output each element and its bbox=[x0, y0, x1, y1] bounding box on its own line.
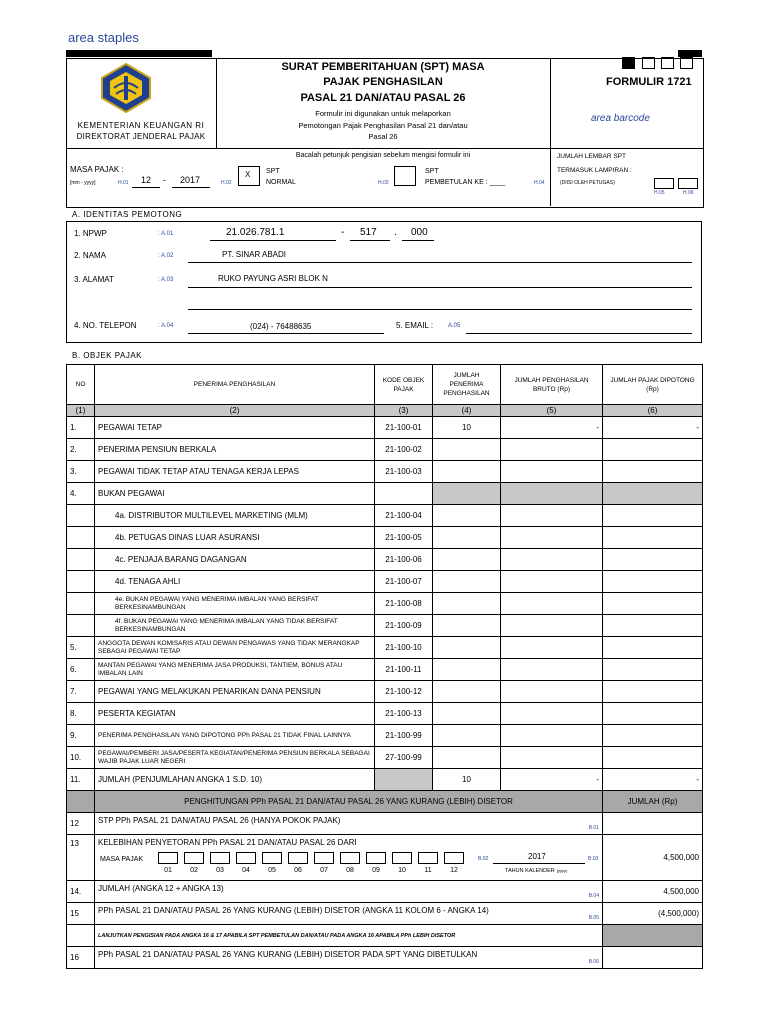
row-pajak-field[interactable] bbox=[603, 439, 703, 461]
row-description-text: PEGAWAI TETAP bbox=[98, 423, 163, 432]
perhitungan-blank bbox=[67, 791, 95, 813]
row-bruto-field[interactable] bbox=[501, 439, 603, 461]
table-row bbox=[67, 571, 703, 593]
area-staples-label: area staples bbox=[68, 30, 139, 45]
row-bruto-field[interactable]: - bbox=[501, 417, 603, 439]
row-description bbox=[95, 417, 375, 439]
telepon-ref: : A.04 bbox=[158, 323, 174, 329]
ref-h03: H.03 bbox=[378, 180, 389, 186]
row-code: 21-100-01 bbox=[375, 417, 433, 439]
row-13-value-field[interactable]: 4,500,000 bbox=[603, 835, 703, 881]
row-code: 21-100-06 bbox=[375, 549, 433, 571]
row-bruto-field[interactable] bbox=[501, 615, 603, 637]
npwp-part1-field[interactable]: 21.026.781.1 bbox=[226, 227, 285, 238]
row-code bbox=[375, 483, 433, 505]
table-row bbox=[67, 439, 703, 461]
form-title-line1: SURAT PEMBERITAHUAN (SPT) MASA bbox=[281, 61, 485, 73]
row-pajak-field[interactable] bbox=[603, 703, 703, 725]
row-15-value-field[interactable]: (4,500,000) bbox=[603, 903, 703, 925]
row-description bbox=[95, 571, 375, 593]
row-description-text: 4b. PETUGAS DINAS LUAR ASURANSI bbox=[115, 533, 260, 542]
row-pajak-field[interactable]: - bbox=[603, 769, 703, 791]
row-description bbox=[95, 505, 375, 527]
row-pajak-field[interactable] bbox=[603, 637, 703, 659]
row-number bbox=[67, 527, 95, 549]
month-label: 11 bbox=[424, 867, 432, 874]
row-code: 21-100-12 bbox=[375, 681, 433, 703]
jumlah-rp-header: JUMLAH (Rp) bbox=[603, 791, 703, 813]
month-checkbox-05[interactable] bbox=[262, 852, 282, 864]
row-number: 7. bbox=[67, 681, 95, 703]
row-bruto-field[interactable] bbox=[501, 725, 603, 747]
row-description bbox=[95, 681, 375, 703]
row-number: 2. bbox=[67, 439, 95, 461]
row-description-text: PPh PASAL 21 DAN/ATAU PASAL 26 YANG KURANG (LEBIH) DISETOR (ANGKA 11 KOLOM 6 - ANGKA 14) bbox=[98, 906, 489, 915]
form-subtitle-line3: Pasal 26 bbox=[368, 132, 398, 141]
lembar-box-2[interactable] bbox=[678, 178, 698, 189]
row-code: 21-100-10 bbox=[375, 637, 433, 659]
row-description-text: PEGAWAI/PEMBERI JASA/PESERTA KEGIATAN/PENERIMA PENSIUN BERKALA SEBAGAI WAJIB PAJAK LUAR NEGERI bbox=[98, 749, 370, 765]
row-code: 27-100-99 bbox=[375, 747, 433, 769]
ref-code: B.02 bbox=[478, 856, 489, 862]
row-code: 21-100-09 bbox=[375, 615, 433, 637]
tahun-kalender-label: TAHUN KALENDER bbox=[505, 868, 555, 874]
row-bruto-field[interactable]: - bbox=[501, 769, 603, 791]
column-header: KODE OBJEK PAJAK bbox=[375, 365, 433, 405]
row-14-value-field[interactable]: 4,500,000 bbox=[603, 881, 703, 903]
row-code: 21-100-05 bbox=[375, 527, 433, 549]
spt-normal-mark: X bbox=[245, 170, 251, 179]
month-checkbox-01[interactable] bbox=[158, 852, 178, 864]
table-row bbox=[67, 527, 703, 549]
table-row bbox=[67, 505, 703, 527]
month-label: 05 bbox=[268, 867, 276, 874]
column-number: (6) bbox=[603, 405, 703, 417]
telepon-label: 4. NO. TELEPON bbox=[74, 321, 137, 330]
row-bruto-field[interactable] bbox=[501, 593, 603, 615]
npwp-part2-field[interactable]: 517 bbox=[360, 227, 377, 238]
row-12 bbox=[67, 813, 703, 835]
month-label: 10 bbox=[398, 867, 406, 874]
column-header: JUMLAH PAJAK DIPOTONG (Rp) bbox=[603, 365, 703, 405]
row-number bbox=[67, 505, 95, 527]
row-description-text: PESERTA KEGIATAN bbox=[98, 709, 176, 718]
directorate-name: DIREKTORAT JENDERAL PAJAK bbox=[76, 132, 206, 141]
month-label: 01 bbox=[164, 867, 172, 874]
alamat-label: 3. ALAMAT bbox=[74, 275, 114, 284]
row-description-text: STP PPh PASAL 21 DAN/ATAU PASAL 26 (HANYA POKOK PAJAK) bbox=[98, 816, 341, 825]
row-pajak-field[interactable] bbox=[603, 505, 703, 527]
spt-label-2: SPT bbox=[425, 168, 439, 175]
npwp-dot: . bbox=[394, 227, 397, 238]
termasuk-lampiran-label: TERMASUK LAMPIRAN : bbox=[557, 167, 632, 174]
spt-pembetulan-checkbox[interactable] bbox=[394, 166, 416, 186]
row-bruto-field[interactable] bbox=[501, 483, 603, 505]
row-number bbox=[67, 615, 95, 637]
tahun-format-label: (yyyy) bbox=[556, 868, 568, 873]
nama-ref: : A.02 bbox=[158, 253, 174, 259]
instruction-text: Bacalah petunjuk pengisian sebelum mengisi formulir ini bbox=[295, 152, 471, 159]
row-number: 8. bbox=[67, 703, 95, 725]
row-number bbox=[67, 593, 95, 615]
month-label: 08 bbox=[346, 867, 354, 874]
month-label: 12 bbox=[450, 867, 458, 874]
row-15-description bbox=[95, 903, 603, 925]
perhitungan-header-row bbox=[67, 791, 703, 813]
row-number: 10. bbox=[67, 747, 95, 769]
row-number bbox=[67, 549, 95, 571]
row-pajak-field[interactable] bbox=[603, 681, 703, 703]
column-number: (5) bbox=[501, 405, 603, 417]
row-16 bbox=[67, 947, 703, 969]
column-header: PENERIMA PENGHASILAN bbox=[95, 365, 375, 405]
month-checkbox-07[interactable] bbox=[314, 852, 334, 864]
row-code: 21-100-08 bbox=[375, 593, 433, 615]
row-bruto-field[interactable] bbox=[501, 527, 603, 549]
row-description bbox=[95, 703, 375, 725]
row-count-field[interactable] bbox=[433, 461, 501, 483]
row-14-description bbox=[95, 881, 603, 903]
npwp-part3-field[interactable]: 000 bbox=[411, 227, 428, 238]
masa-format: [mm - yyyy] bbox=[70, 180, 96, 186]
row-description-text: 4e. BUKAN PEGAWAI YANG MENERIMA IMBALAN YANG BERSIFAT BERKESINAMBUNGAN bbox=[115, 595, 319, 611]
row-pajak-field[interactable] bbox=[603, 615, 703, 637]
lembar-box-1[interactable] bbox=[654, 178, 674, 189]
row-14 bbox=[67, 881, 703, 903]
row-count-field[interactable] bbox=[433, 549, 501, 571]
section-b-title: B. OBJEK PAJAK bbox=[72, 351, 142, 360]
row-count-field[interactable] bbox=[433, 527, 501, 549]
row-number bbox=[67, 571, 95, 593]
form-number: FORMULIR 1721 bbox=[606, 76, 692, 88]
column-header: JUMLAH PENGHASILAN BRUTO (Rp) bbox=[501, 365, 603, 405]
month-checkbox-09[interactable] bbox=[366, 852, 386, 864]
row-number: 6. bbox=[67, 659, 95, 681]
npwp-ref: : A.01 bbox=[158, 231, 174, 237]
row-12-value-field[interactable] bbox=[603, 813, 703, 835]
table-row bbox=[67, 615, 703, 637]
row-number: 15 bbox=[67, 903, 95, 925]
row-description-text: 4a. DISTRIBUTOR MULTILEVEL MARKETING (MLM) bbox=[115, 511, 308, 520]
ref-code: B.01 bbox=[588, 825, 599, 831]
column-header: JUMLAH PENERIMA PENGHASILAN bbox=[433, 365, 501, 405]
row-description-text: PENERIMA PENSIUN BERKALA bbox=[98, 445, 217, 454]
row-description bbox=[95, 593, 375, 615]
row-pajak-field[interactable] bbox=[603, 483, 703, 505]
table-row bbox=[67, 483, 703, 505]
row-number: 4. bbox=[67, 483, 95, 505]
row-description-text: PPh PASAL 21 DAN/ATAU PASAL 26 YANG KURANG (LEBIH) DISETOR PADA SPT YANG DIBETULKAN bbox=[98, 950, 478, 959]
note-row bbox=[67, 925, 703, 947]
spt-label: SPT bbox=[266, 168, 280, 175]
row-description bbox=[95, 439, 375, 461]
row-bruto-field[interactable] bbox=[501, 637, 603, 659]
row-count-field[interactable] bbox=[433, 439, 501, 461]
row-count-field[interactable] bbox=[433, 637, 501, 659]
row-description bbox=[95, 659, 375, 681]
row-description bbox=[95, 483, 375, 505]
table-header-row bbox=[67, 365, 703, 405]
row-count-field[interactable] bbox=[433, 483, 501, 505]
row-16-description bbox=[95, 947, 603, 969]
masa-dash: - bbox=[163, 175, 166, 185]
row-count-field[interactable]: 10 bbox=[433, 769, 501, 791]
row-count-field[interactable] bbox=[433, 703, 501, 725]
note-blank bbox=[67, 925, 95, 947]
table-row bbox=[67, 703, 703, 725]
masa-year-field[interactable]: 2017 bbox=[180, 175, 201, 185]
table-row bbox=[67, 593, 703, 615]
row-count-field[interactable]: 10 bbox=[433, 417, 501, 439]
corner-bar-right bbox=[678, 50, 702, 57]
row-pajak-field[interactable] bbox=[603, 747, 703, 769]
row-count-field[interactable] bbox=[433, 615, 501, 637]
corner-bar-left bbox=[66, 50, 212, 57]
row-count-field[interactable] bbox=[433, 571, 501, 593]
row-number: 16 bbox=[67, 947, 95, 969]
month-label: 03 bbox=[216, 867, 224, 874]
ref-code: B.05 bbox=[588, 915, 599, 921]
table-row bbox=[67, 549, 703, 571]
row-description bbox=[95, 725, 375, 747]
row-13-text: KELEBIHAN PENYETORAN PPh PASAL 21 DAN/ATAU PASAL 26 DARI bbox=[98, 838, 357, 847]
nama-field[interactable]: PT. SINAR ABADI bbox=[222, 250, 287, 259]
row-bruto-field[interactable] bbox=[501, 659, 603, 681]
row-code: 21-100-02 bbox=[375, 439, 433, 461]
email-ref: A.05 bbox=[448, 323, 461, 329]
row-13-description bbox=[95, 835, 603, 881]
row-description-text: 4c. PENJAJA BARANG DAGANGAN bbox=[115, 555, 247, 564]
row-number: 3. bbox=[67, 461, 95, 483]
row-bruto-field[interactable] bbox=[501, 571, 603, 593]
ref-h05: H.05 bbox=[654, 190, 665, 196]
month-label: 06 bbox=[294, 867, 302, 874]
ref-code: B.03 bbox=[588, 856, 599, 862]
ministry-name: KEMENTERIAN KEUANGAN RI bbox=[77, 121, 205, 130]
row-code: 21-100-13 bbox=[375, 703, 433, 725]
row-code bbox=[375, 769, 433, 791]
row-description-text: PEGAWAI TIDAK TETAP ATAU TENAGA KERJA LEPAS bbox=[98, 467, 299, 476]
row-count-field[interactable] bbox=[433, 659, 501, 681]
ref-h06: H.06 bbox=[683, 190, 694, 196]
masa-pajak-label: MASA PAJAK : bbox=[70, 165, 124, 174]
column-number: (4) bbox=[433, 405, 501, 417]
perhitungan-title: PENGHITUNGAN PPh PASAL 21 DAN/ATAU PASAL 26 YANG KURANG (LEBIH) DISETOR bbox=[95, 791, 603, 813]
row-description-text: MANTAN PEGAWAI YANG MENERIMA JASA PRODUKSI, TANTIEM, BONUS ATAU IMBALAN LAIN bbox=[98, 661, 343, 677]
row-description bbox=[95, 549, 375, 571]
section-a-title: A. IDENTITAS PEMOTONG bbox=[72, 210, 183, 219]
row-description bbox=[95, 527, 375, 549]
table-numbering-row bbox=[67, 405, 703, 417]
row-description-text: PEGAWAI YANG MELAKUKAN PENARIKAN DANA PENSIUN bbox=[98, 687, 321, 696]
row-description-text: 4f. BUKAN PEGAWAI YANG MENERIMA IMBALAN YANG TIDAK BERSIFAT BERKESINAMBUNGAN bbox=[115, 617, 338, 633]
area-barcode-label: area barcode bbox=[591, 113, 650, 124]
row-description-text: JUMLAH (PENJUMLAHAN ANGKA 1 S.D. 10) bbox=[98, 775, 263, 784]
row-code: 21-100-11 bbox=[375, 659, 433, 681]
row-number: 11. bbox=[67, 769, 95, 791]
diisi-petugas-label: (DIISI OLEH PETUGAS) bbox=[560, 180, 615, 186]
row-count-field[interactable] bbox=[433, 593, 501, 615]
row-pajak-field[interactable] bbox=[603, 527, 703, 549]
jumlah-lembar-label: JUMLAH LEMBAR SPT bbox=[557, 153, 626, 160]
form-title-line2: PAJAK PENGHASILAN bbox=[323, 76, 443, 88]
objek-pajak-table bbox=[66, 364, 703, 969]
row-description bbox=[95, 461, 375, 483]
month-label: 07 bbox=[320, 867, 328, 874]
row-12-description bbox=[95, 813, 603, 835]
ref-h04: H.04 bbox=[534, 180, 545, 186]
row-description-text: BUKAN PEGAWAI bbox=[98, 489, 165, 498]
table-row bbox=[67, 725, 703, 747]
month-checkbox-10[interactable] bbox=[392, 852, 412, 864]
row-code: 21-100-04 bbox=[375, 505, 433, 527]
row-bruto-field[interactable] bbox=[501, 681, 603, 703]
table-row bbox=[67, 659, 703, 681]
month-checkbox-12[interactable] bbox=[444, 852, 464, 864]
normal-label: NORMAL bbox=[266, 179, 296, 186]
row-13 bbox=[67, 835, 703, 881]
row-15 bbox=[67, 903, 703, 925]
column-number: (2) bbox=[95, 405, 375, 417]
table-row bbox=[67, 461, 703, 483]
row-count-field[interactable] bbox=[433, 505, 501, 527]
tahun-kalender bbox=[505, 868, 567, 874]
month-checkbox-06[interactable] bbox=[288, 852, 308, 864]
month-checkbox-02[interactable] bbox=[184, 852, 204, 864]
row-code: 21-100-03 bbox=[375, 461, 433, 483]
row-count-field[interactable] bbox=[433, 681, 501, 703]
row-pajak-field[interactable] bbox=[603, 571, 703, 593]
row-pajak-field[interactable] bbox=[603, 593, 703, 615]
row-bruto-field[interactable] bbox=[501, 747, 603, 769]
masa-month-field[interactable]: 12 bbox=[141, 175, 152, 185]
ref-code: B.06 bbox=[588, 959, 599, 965]
row-description bbox=[95, 747, 375, 769]
month-checkbox-04[interactable] bbox=[236, 852, 256, 864]
row-count-field[interactable] bbox=[433, 747, 501, 769]
table-row bbox=[67, 747, 703, 769]
ref-h02: H.02 bbox=[221, 180, 232, 186]
month-checkbox-08[interactable] bbox=[340, 852, 360, 864]
table-row bbox=[67, 769, 703, 791]
nama-label: 2. NAMA bbox=[74, 251, 107, 260]
row-number: 14. bbox=[67, 881, 95, 903]
ref-h01: H.01 bbox=[118, 180, 129, 186]
row-code: 21-100-99 bbox=[375, 725, 433, 747]
table-row bbox=[67, 417, 703, 439]
row-pajak-field[interactable] bbox=[603, 461, 703, 483]
month-checkbox-03[interactable] bbox=[210, 852, 230, 864]
row-description-text: JUMLAH (ANGKA 12 + ANGKA 13) bbox=[98, 884, 224, 893]
row-description bbox=[95, 615, 375, 637]
row-pajak-field[interactable]: - bbox=[603, 417, 703, 439]
row-number: 13 bbox=[67, 835, 95, 881]
form-subtitle-line2: Pemotongan Pajak Penghasilan Pasal 21 dan/atau bbox=[298, 121, 468, 130]
month-label: 02 bbox=[190, 867, 198, 874]
npwp-dash: - bbox=[341, 227, 345, 238]
row-bruto-field[interactable] bbox=[501, 461, 603, 483]
row-description bbox=[95, 769, 375, 791]
month-label: 04 bbox=[242, 867, 250, 874]
row-bruto-field[interactable] bbox=[501, 505, 603, 527]
column-number: (1) bbox=[67, 405, 95, 417]
masa-pajak-label: MASA PAJAK bbox=[100, 856, 144, 863]
alamat-ref: : A.03 bbox=[158, 277, 174, 283]
alamat-field[interactable]: RUKO PAYUNG ASRI BLOK N bbox=[218, 274, 328, 283]
email-label: 5. EMAIL : bbox=[396, 321, 434, 330]
row-number: 5. bbox=[67, 637, 95, 659]
ref-code: B.04 bbox=[588, 893, 599, 899]
form-title-line3: PASAL 21 DAN/ATAU PASAL 26 bbox=[300, 92, 466, 104]
row-pajak-field[interactable] bbox=[603, 659, 703, 681]
row-description-text: PENERIMA PENGHASILAN YANG DIPOTONG PPh PASAL 21 TIDAK FINAL LAINNYA bbox=[98, 731, 351, 739]
row-description-text: ANGGOTA DEWAN KOMISARIS ATAU DEWAN PENGAWAS YANG TIDAK MERANGKAP SEBAGAI PEGAWAI TETAP bbox=[98, 639, 360, 655]
column-number: (3) bbox=[375, 405, 433, 417]
row-pajak-field[interactable] bbox=[603, 725, 703, 747]
row-description-text: 4d. TENAGA AHLI bbox=[115, 577, 181, 586]
row-16-value-field[interactable] bbox=[603, 947, 703, 969]
ministry-logo-icon bbox=[98, 62, 154, 114]
tahun-underline bbox=[493, 863, 585, 864]
row-bruto-field[interactable] bbox=[501, 703, 603, 725]
table-row bbox=[67, 637, 703, 659]
row-number: 1. bbox=[67, 417, 95, 439]
month-checkbox-11[interactable] bbox=[418, 852, 438, 864]
table-row bbox=[67, 681, 703, 703]
note-value-blank bbox=[603, 925, 703, 947]
continuation-note: LANJUTKAN PENGISIAN PADA ANGKA 16 & 17 APABILA SPT PEMBETULAN DAN/ATAU PADA ANGKA 16 APABILA PPh LEBIH DISETOR bbox=[95, 925, 603, 947]
month-label: 09 bbox=[372, 867, 380, 874]
npwp-label: 1. NPWP bbox=[74, 229, 107, 238]
pembetulan-label: PEMBETULAN KE : ____ bbox=[425, 179, 506, 186]
row-number: 9. bbox=[67, 725, 95, 747]
row-pajak-field[interactable] bbox=[603, 549, 703, 571]
form-subtitle-line1: Formulir ini digunakan untuk melaporkan bbox=[315, 109, 451, 118]
row-count-field[interactable] bbox=[433, 725, 501, 747]
row-description bbox=[95, 637, 375, 659]
row-code: 21-100-07 bbox=[375, 571, 433, 593]
column-header: NO bbox=[67, 365, 95, 405]
tahun-kalender-field[interactable]: 2017 bbox=[528, 852, 546, 861]
telepon-field[interactable]: (024) - 76488635 bbox=[250, 322, 312, 331]
row-number: 12 bbox=[67, 813, 95, 835]
row-bruto-field[interactable] bbox=[501, 549, 603, 571]
